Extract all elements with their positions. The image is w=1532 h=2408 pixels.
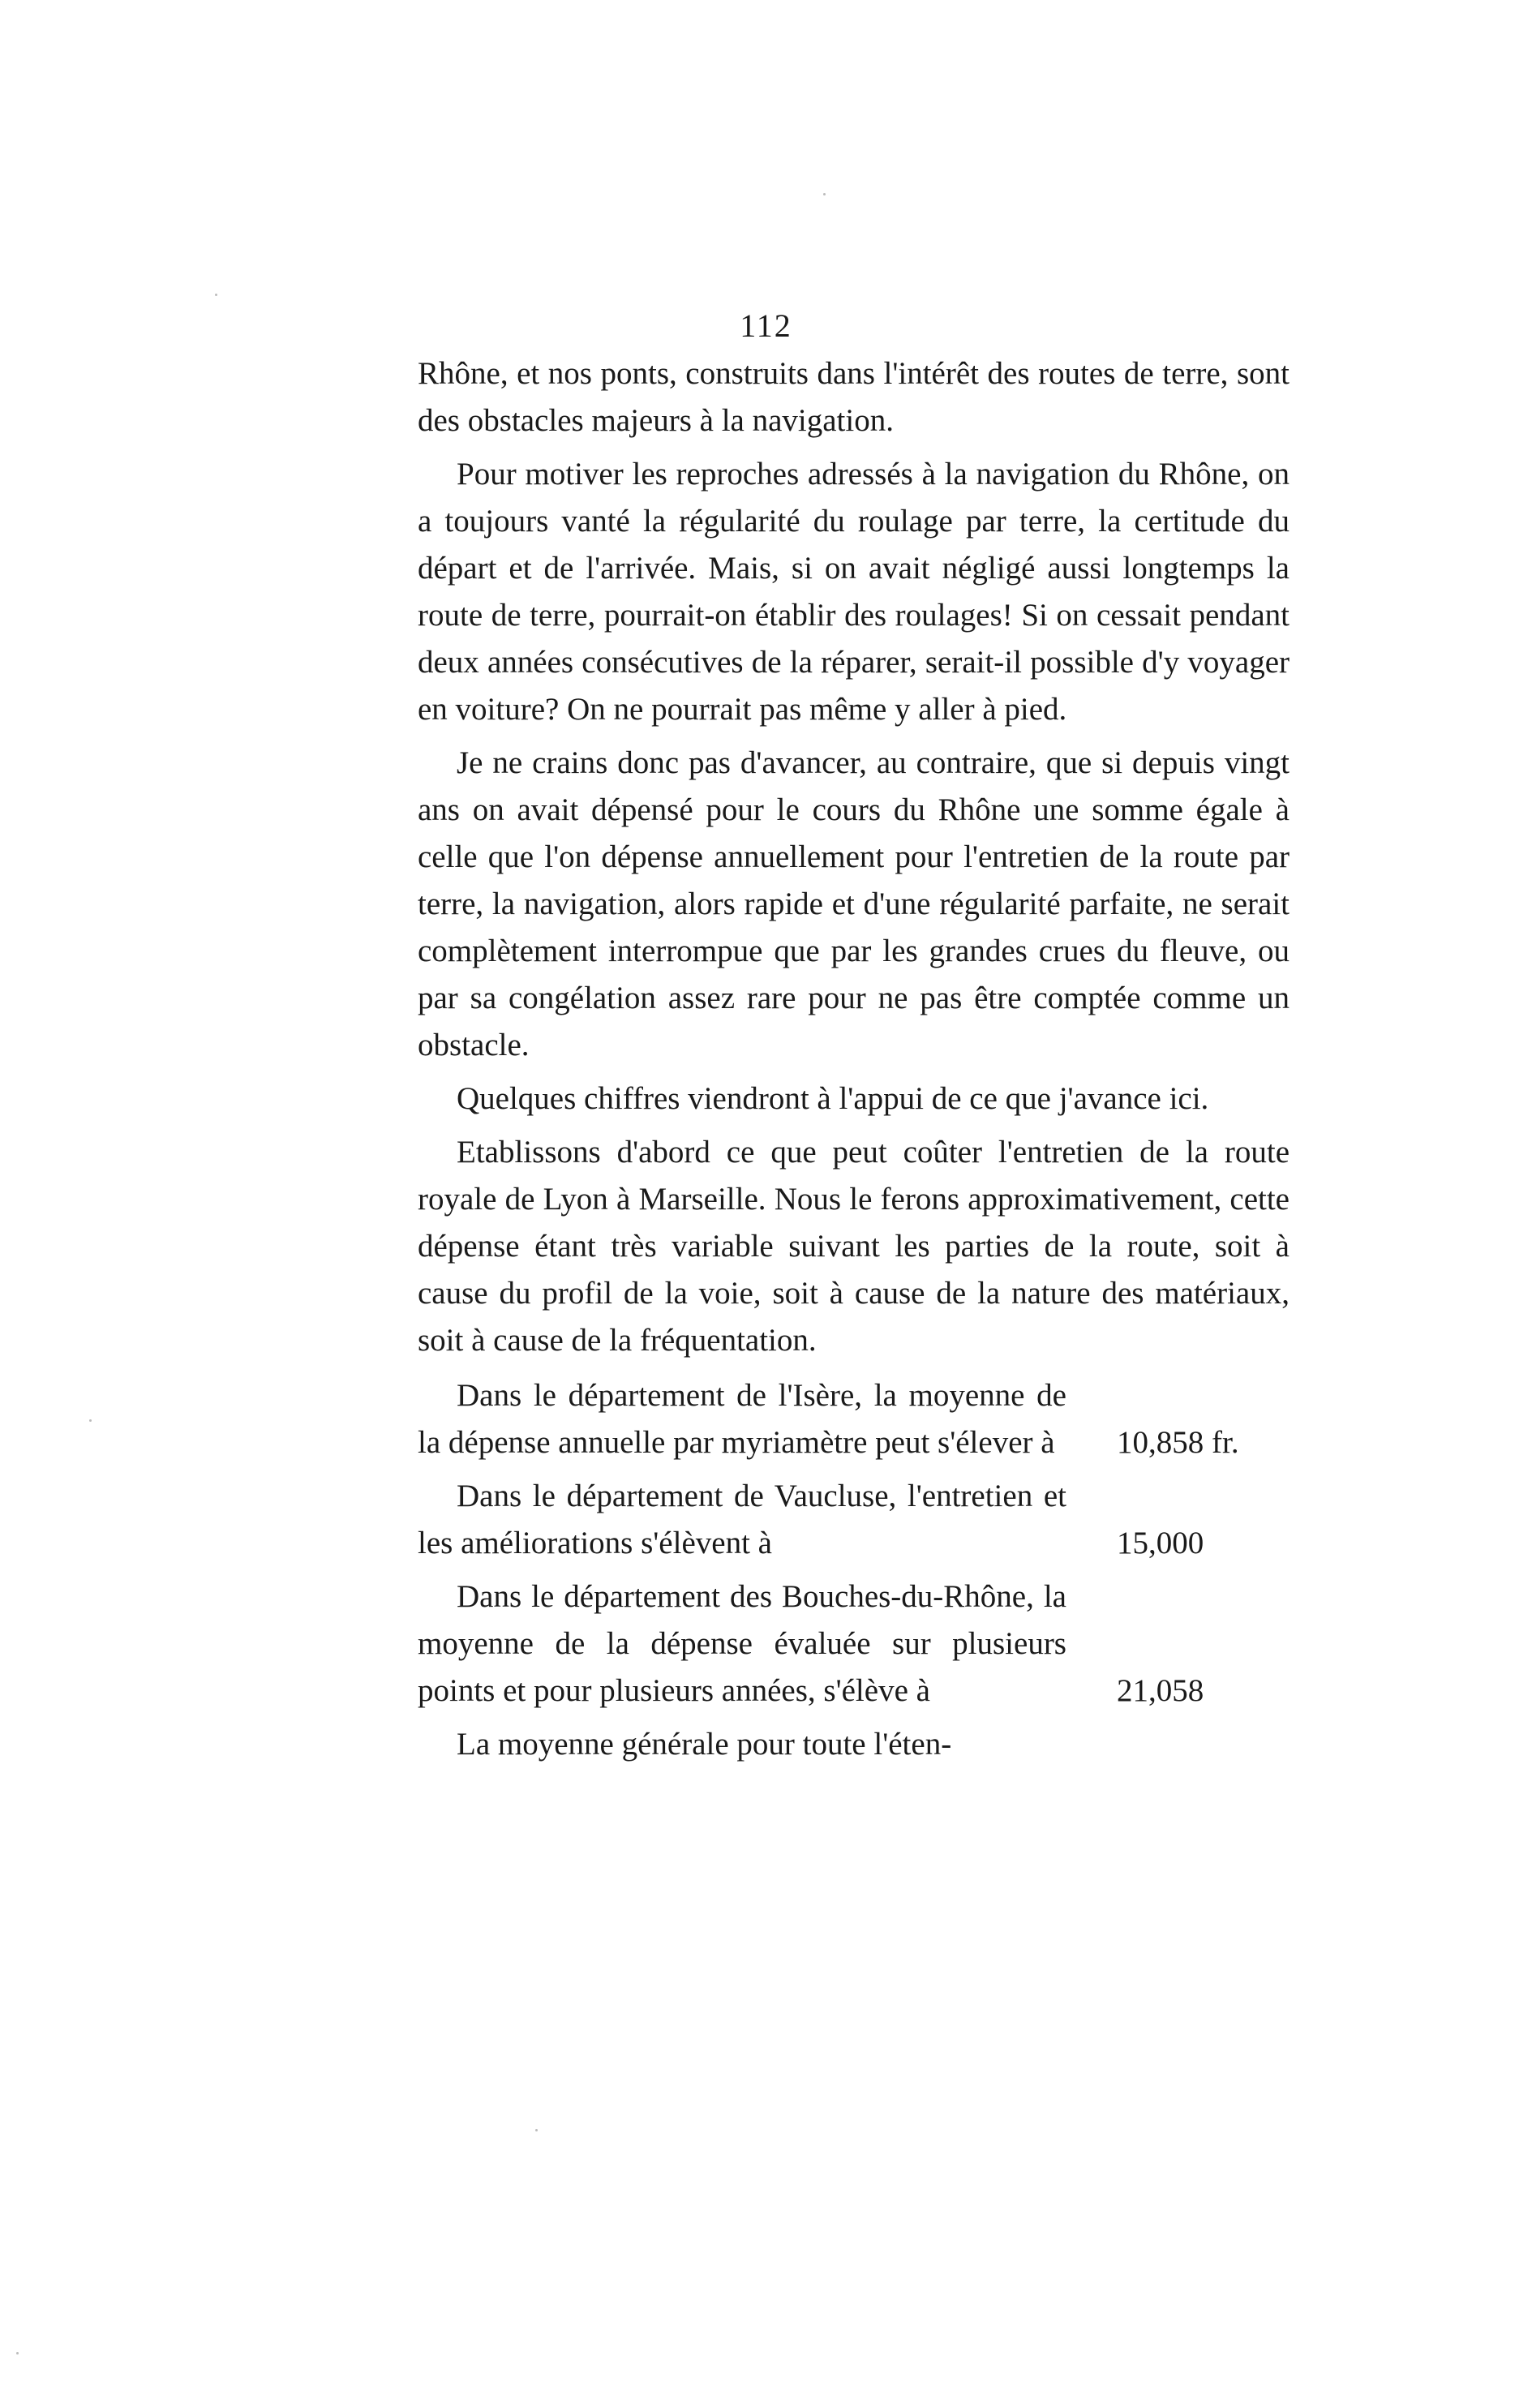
paragraph-4: Quelques chiffres viendront à l'appui de ce que j'avance ici. bbox=[457, 1081, 1209, 1116]
paper-speck bbox=[89, 1419, 92, 1422]
cost-label: Dans le département de l'Isère, la moyenne de la dépense annuelle par myriamètre peut s'élever à bbox=[418, 1378, 1066, 1460]
paragraph-2: Pour motiver les reproches adressés à la navigation du Rhône, on a toujours vanté la régularité du roulage par terre, la certitude du départ et de l'arrivée. Mais, si on avait négligé aussi longtemps la route de terre, pourrait-on établir des roulages! Si on cessait pendant deux années consécutives de la réparer, serait-il possible d'y voyager en voiture? On ne pourrait pas même y aller à pied. bbox=[418, 457, 1290, 727]
paper-speck bbox=[16, 2352, 19, 2354]
paper-speck bbox=[823, 193, 826, 195]
cost-value: 21,058 bbox=[1117, 1673, 1204, 1708]
paragraph-5: Etablissons d'abord ce que peut coûter l'entretien de la route royale de Lyon à Marseille. Nous le ferons approximativement, cette dépense étant très variable suivant les parties de la route, soit à cause du profil de la voie, soit à cause de la nature des matériaux, soit à cause de la fréquentation. bbox=[418, 1135, 1290, 1358]
paper-speck bbox=[535, 2129, 538, 2131]
cost-value: 10,858 fr. bbox=[1117, 1425, 1239, 1460]
cost-row-moyenne bbox=[418, 1721, 1290, 1768]
cost-label: La moyenne générale pour toute l'éten- bbox=[457, 1727, 952, 1762]
cost-row-bouches-du-rhone bbox=[418, 1573, 1290, 1715]
paragraph-1: Rhône, et nos ponts, construits dans l'intérêt des routes de terre, sont des obstacles majeurs à la navigation. bbox=[418, 356, 1290, 438]
cost-row-vaucluse bbox=[418, 1473, 1290, 1567]
page-number: 112 bbox=[740, 307, 792, 344]
cost-label: Dans le département des Bouches-du-Rhône, la moyenne de la dépense évaluée sur plusieurs points et pour plusieurs années, s'élève à bbox=[418, 1579, 1066, 1708]
cost-list bbox=[418, 1372, 1290, 1768]
paper-speck bbox=[215, 294, 217, 296]
cost-value: 15,000 bbox=[1117, 1526, 1204, 1560]
cost-row-isere bbox=[418, 1372, 1290, 1466]
body-text bbox=[418, 350, 1290, 1775]
paragraph-3: Je ne crains donc pas d'avancer, au contraire, que si depuis vingt ans on avait dépensé pour le cours du Rhône une somme égale à celle que l'on dépense annuellement pour l'entretien de la route par terre, la navigation, alors rapide et d'une régularité parfaite, ne serait complètement interrompue que par les grandes crues du fleuve, ou par sa congélation assez rare pour ne pas être comptée comme un obstacle. bbox=[418, 745, 1290, 1062]
cost-label: Dans le département de Vaucluse, l'entretien et les améliorations s'élèvent à bbox=[418, 1479, 1066, 1560]
